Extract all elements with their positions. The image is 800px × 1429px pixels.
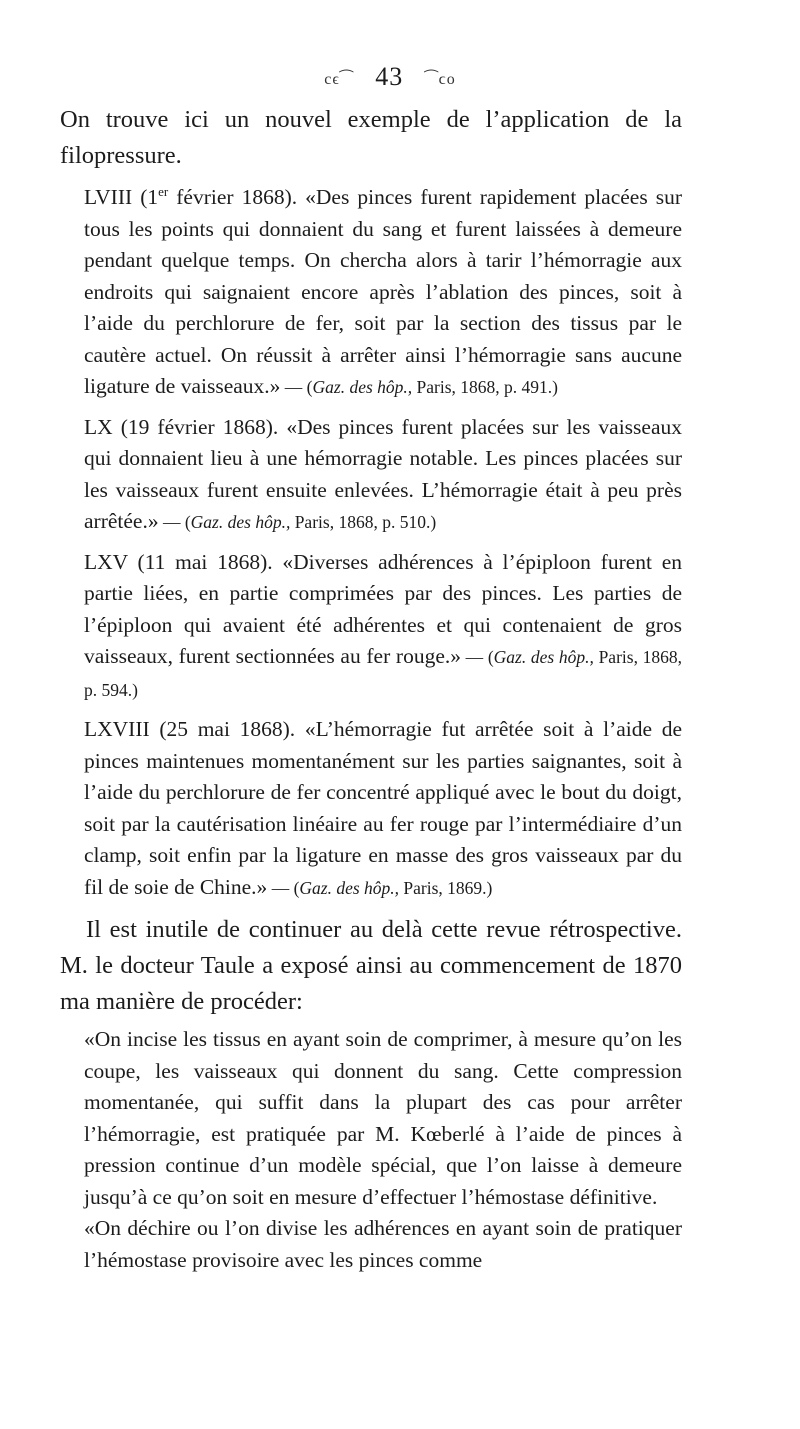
- case-date: (1er février 1868).: [140, 183, 298, 209]
- intro-paragraph: On trouve ici un nouvel exemple de l’application de la filopressure.: [60, 106, 682, 169]
- case-date: (11 mai 1868).: [137, 549, 273, 574]
- case-label: LXVIII: [84, 717, 150, 741]
- case-quote: «Des pinces furent placées sur les vaisseaux qui donnaient lieu à une hémorragie notable. Les pinces placées sur les vaisseaux furent ensuite enlevées. L’hémorragie était à peu près arrêtée.»: [84, 414, 682, 533]
- case-label: LXV: [84, 549, 128, 574]
- case-reference: — (Gaz. des hôp., Paris, 1868, p. 491.): [280, 377, 558, 397]
- case-reference: — (Gaz. des hôp., Paris, 1868, p. 510.): [158, 512, 437, 532]
- case-date: (19 février 1868).: [120, 414, 279, 439]
- case-label: LX: [84, 414, 113, 439]
- method-quote-paragraph: «On incise les tissus en ayant soin de comprimer, à mesure qu’on les coupe, les vaisseaux qui donnent du sang. Cette compression momentanée, qui suffit dans la plupart des cas pour arrêter l’hémorragie, est pratiquée par M. Kœberlé à l’aide de pinces à pression continue d’un modèle spécial, que l’on laisse à demeure jusqu’à ce qu’on soit en mesure d’effectuer l’hémostase définitive.: [84, 1027, 682, 1209]
- method-quote-paragraph: «On déchire ou l’on divise les adhérences en ayant soin de pratiquer l’hémostase provisoire avec les pinces comme: [84, 1216, 682, 1272]
- case-label: LVIII: [84, 185, 133, 209]
- method-quote-block: [60, 1024, 682, 1276]
- case-entry: [60, 412, 682, 539]
- case-quote: «Des pinces furent rapidement placées sur tous les points qui donnaient du sang et furent laissées à demeure pendant quelque temps. On chercha alors à tarir l’hémorragie aux endroits qui saignaient encore après l’ablation des pinces, soit à l’aide du perchlorure de fer, soit par la section des tissus par le cautère actuel. On réussit à arrêter ainsi l’hémorragie sans aucune ligature de vaisseaux.»: [84, 185, 682, 398]
- case-quote: «L’hémorragie fut arrêtée soit à l’aide de pinces maintenues momentanément sur les parties saignantes, soit à l’aide du perchlorure de fer concentré appliqué avec le bout du doigt, soit par la cautérisation linéaire au fer rouge par l’intermédiaire d’un clamp, soit enfin par la ligature en masse des gros vaisseaux par du fil de soie de Chine.»: [84, 717, 683, 899]
- case-reference: — (Gaz. des hôp., Paris, 1869.): [267, 877, 493, 898]
- page: [60, 62, 682, 1276]
- case-entry: [60, 547, 682, 707]
- case-date: (25 mai 1868).: [159, 717, 296, 741]
- page-number: 43: [375, 62, 404, 91]
- case-quote: «Diverses adhérences à l’épiploon furent en partie liées, en partie comprimées par des pinces. Les parties de l’épiploon qui avaient été adhérentes et qui contenaient de gros vaisseaux, furent sectionnées au fer rouge.»: [84, 549, 683, 668]
- case-entry: [60, 182, 682, 404]
- transition-paragraph: Il est inutile de continuer au delà cette revue rétrospective. M. le docteur Taule a exposé ainsi au commencement de 1870 ma manière de procéder:: [60, 916, 682, 1015]
- case-reference: — (Gaz. des hôp., Paris, 1868, p. 594.): [84, 647, 682, 700]
- left-ornament: cϵ⁀: [324, 71, 354, 89]
- case-entry: [60, 714, 682, 904]
- page-header: [98, 62, 682, 92]
- right-ornament: ⁀ϲo: [424, 71, 456, 89]
